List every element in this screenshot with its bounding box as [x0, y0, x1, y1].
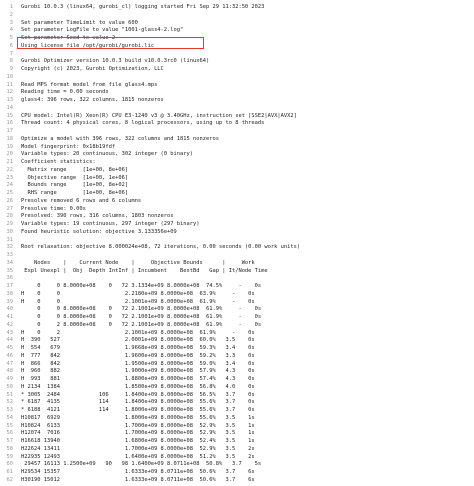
line-number: 53	[6, 407, 13, 413]
line-number: 33	[6, 252, 13, 258]
line-text: Objective range [1e+00, 1e+06]	[21, 174, 129, 181]
line-number: 9	[9, 66, 13, 72]
line-number: 44	[6, 337, 13, 344]
line-number: 32	[6, 244, 13, 251]
line-number: 5	[9, 35, 13, 41]
line-text: * 3005 2484 106 1.8400e+09 8.0000e+08 56.5% 3.7 0s	[21, 391, 255, 398]
line-text: Model fingerprint: 0x18b19fdf	[21, 143, 116, 150]
line-text: Set parameter TimeLimit to value 600	[21, 19, 138, 26]
line-number: 52	[6, 399, 13, 406]
line-text: Presolved: 390 rows, 316 columns, 1803 nonzeros	[21, 213, 174, 220]
line-text: 0 0 8.0000e+08 0 72 2.1001e+09 8.0000e+08 61.9% - 0s	[21, 314, 262, 320]
line-number: 41	[6, 314, 13, 320]
line-text: 0 2 8.0000e+08 0 72 2.1001e+09 8.0000e+08 61.9% - 0s	[21, 321, 262, 328]
line-text: Root relaxation: objective 8.000024e+08, 72 iterations, 0.00 seconds (0.00 work units)	[21, 244, 301, 251]
line-text: H 0 0 2.1001e+09 8.0000e+08 61.9% - 0s	[21, 298, 255, 305]
line-number: 35	[6, 267, 13, 274]
line-text: H30190 15012 1.6333e+09 8.0711e+08 50.6% 3.7 6s	[21, 476, 255, 483]
line-text: Coefficient statistics:	[21, 159, 96, 165]
line-number: 26	[6, 197, 13, 204]
line-number: 10	[6, 73, 13, 80]
line-text: H 554 679 1.9668e+09 8.0000e+08 59.3% 3.4 0s	[21, 345, 255, 351]
line-number: 29	[6, 221, 13, 227]
line-number: 19	[6, 143, 13, 150]
line-text: H 0 0 2.2180e+09 8.0000e+08 63.9% - 0s	[21, 290, 255, 297]
line-number: 14	[6, 104, 13, 111]
line-text: H29534 15357 1.6333e+09 8.0711e+08 50.6% 3.7 6s	[21, 469, 255, 475]
line-text: Presolve time: 0.00s	[21, 205, 86, 212]
line-number: 58	[6, 445, 13, 452]
line-text: H10824 6133 1.7000e+09 8.0000e+08 52.9% 3.5 1s	[21, 422, 255, 429]
line-text: H 2134 1384 1.8500e+09 8.0000e+08 56.8% 4.0 0s	[21, 383, 255, 390]
line-text: 29457 16113 1.2500e+09 90 98 1.6400e+09 8.0711e+08 50.8% 3.7 5s	[21, 461, 262, 468]
line-number: 13	[6, 97, 13, 103]
line-number: 3	[9, 19, 13, 26]
line-number: 34	[6, 259, 13, 266]
line-number: 24	[6, 182, 13, 189]
line-number: 4	[9, 27, 13, 34]
line-text: H 777 842 1.9600e+09 8.0000e+08 59.2% 3.3 0s	[21, 352, 255, 359]
line-text: Nodes | Current Node | Objective Bounds | Work	[21, 259, 255, 266]
line-text: 0 0 8.0000e+08 0 72 2.1001e+09 8.0000e+08 61.9% - 0s	[21, 306, 262, 313]
line-number: 62	[6, 476, 13, 483]
line-number: 50	[6, 383, 13, 390]
line-number: 54	[6, 414, 13, 421]
line-text: RHS range [1e+00, 8e+06]	[21, 190, 129, 196]
line-number: 1	[9, 4, 13, 10]
line-number: 38	[6, 290, 13, 297]
line-number: 30	[6, 228, 13, 235]
line-number: 36	[6, 275, 13, 282]
line-number: 47	[6, 360, 13, 367]
line-number: 48	[6, 368, 13, 375]
line-number: 46	[6, 352, 13, 359]
line-text: Using license file /opt/gurobi/gurobi.lic	[21, 42, 155, 49]
line-text: Gurobi Optimizer version 10.0.3 build v10.0.3rc0 (linux64)	[21, 58, 210, 65]
line-number: 8	[9, 58, 13, 65]
line-number: 55	[6, 422, 13, 429]
line-text: Bounds range [1e+00, 8e+02]	[21, 182, 129, 189]
line-number: 20	[6, 151, 13, 158]
line-text: Expl Unexpl | Obj Depth IntInf | Incumbent BestBd Gap | It/Node Time	[21, 267, 268, 274]
line-text: glass4: 396 rows, 322 columns, 1815 nonzeros	[21, 97, 164, 103]
line-text: H16618 13940 1.6800e+09 8.0000e+08 52.4% 3.5 1s	[21, 438, 255, 444]
line-number: 18	[6, 135, 13, 142]
line-text: Gurobi 10.0.3 (linux64, gurobi_cl) logging started Fri Sep 29 11:32:50 2023	[21, 4, 265, 10]
line-number: 2	[9, 11, 13, 18]
line-text: Set parameter LogFile to value "1001-glass4-2.log"	[21, 27, 184, 34]
line-number: 23	[6, 174, 13, 181]
line-number: 31	[6, 236, 13, 243]
line-number: 12	[6, 89, 13, 96]
line-number: 15	[6, 112, 13, 119]
line-number: 40	[6, 306, 13, 313]
line-text: Variable types: 20 continuous, 302 integer (0 binary)	[21, 151, 194, 158]
line-text: H12074 7016 1.7000e+09 8.0000e+08 52.9% 3.5 1s	[21, 430, 255, 437]
line-text: Reading time = 0.00 seconds	[21, 89, 109, 96]
line-number: 45	[6, 345, 13, 351]
line-text: H 390 527 2.0001e+09 8.0000e+08 60.0% 3.5 0s	[21, 337, 255, 344]
line-number: 57	[6, 438, 13, 444]
line-number: 7	[9, 50, 13, 57]
line-text: Presolve removed 6 rows and 6 columns	[21, 197, 142, 204]
line-text: Copyright (c) 2023, Gurobi Optimization, LLC	[21, 66, 164, 72]
line-number: 25	[6, 190, 13, 196]
line-number: 39	[6, 298, 13, 305]
line-text: H 0 2 2.1001e+09 8.0000e+08 61.9% - 0s	[21, 329, 255, 336]
line-text: H22624 13411 1.7000e+09 8.0000e+08 52.9% 3.5 2s	[21, 445, 255, 452]
line-number: 6	[9, 42, 13, 49]
line-number: 11	[6, 81, 13, 88]
line-text: * 6187 4135 114 1.8400e+09 8.0000e+08 55.6% 3.7 0s	[21, 399, 255, 406]
log-line	[0, 476, 474, 485]
line-number: 56	[6, 430, 13, 437]
line-number: 61	[6, 469, 13, 475]
line-text: H 866 842 1.9500e+09 8.0000e+08 59.0% 3.4 0s	[21, 360, 255, 367]
line-text: Matrix range [1e+00, 8e+06]	[21, 166, 129, 173]
line-text: CPU model: Intel(R) Xeon(R) CPU E3-1240 v3 @ 3.40GHz, instruction set [SSE2|AVX|AVX2]	[21, 112, 297, 119]
line-text: H 960 882 1.9000e+09 8.0000e+08 57.9% 4.3 0s	[21, 368, 255, 375]
line-number: 27	[6, 205, 13, 212]
line-text: * 6188 4121 114 1.8000e+09 8.0000e+08 55.6% 3.7 0s	[21, 407, 255, 413]
line-text: Thread count: 4 physical cores, 8 logical processors, using up to 8 threads	[21, 120, 265, 127]
line-text: Variable types: 19 continuous, 297 integer (297 binary)	[21, 221, 200, 227]
highlight-box-seed-parameter	[17, 37, 204, 49]
line-text: Optimize a model with 396 rows, 322 columns and 1815 nonzeros	[21, 135, 219, 142]
line-text: 0 0 8.0000e+08 0 72 3.1334e+09 8.0000e+08 74.5% - 0s	[21, 283, 262, 289]
line-text: H22935 12493 1.6400e+09 8.0000e+08 51.2% 3.5 2s	[21, 453, 255, 460]
line-text: H 993 881 1.8800e+09 8.0000e+08 57.4% 4.3 0s	[21, 376, 255, 382]
line-number: 16	[6, 120, 13, 127]
line-number: 49	[6, 376, 13, 382]
line-number: 28	[6, 213, 13, 220]
line-number: 43	[6, 329, 13, 336]
line-number: 21	[6, 159, 13, 165]
line-number: 42	[6, 321, 13, 328]
line-number: 37	[6, 283, 13, 289]
line-text: Read MPS format model from file glass4.mps	[21, 81, 158, 88]
line-number: 17	[6, 128, 13, 134]
line-number: 51	[6, 391, 13, 398]
line-number: 60	[6, 461, 13, 468]
line-text: H10817 6929 1.8000e+09 8.0000e+08 55.6% 3.5 1s	[21, 414, 255, 421]
line-text: Set parameter Seed to value 2	[21, 35, 116, 41]
line-number: 59	[6, 453, 13, 460]
line-text: Found heuristic solution: objective 3.133356e+09	[21, 228, 177, 235]
line-number: 22	[6, 166, 13, 173]
